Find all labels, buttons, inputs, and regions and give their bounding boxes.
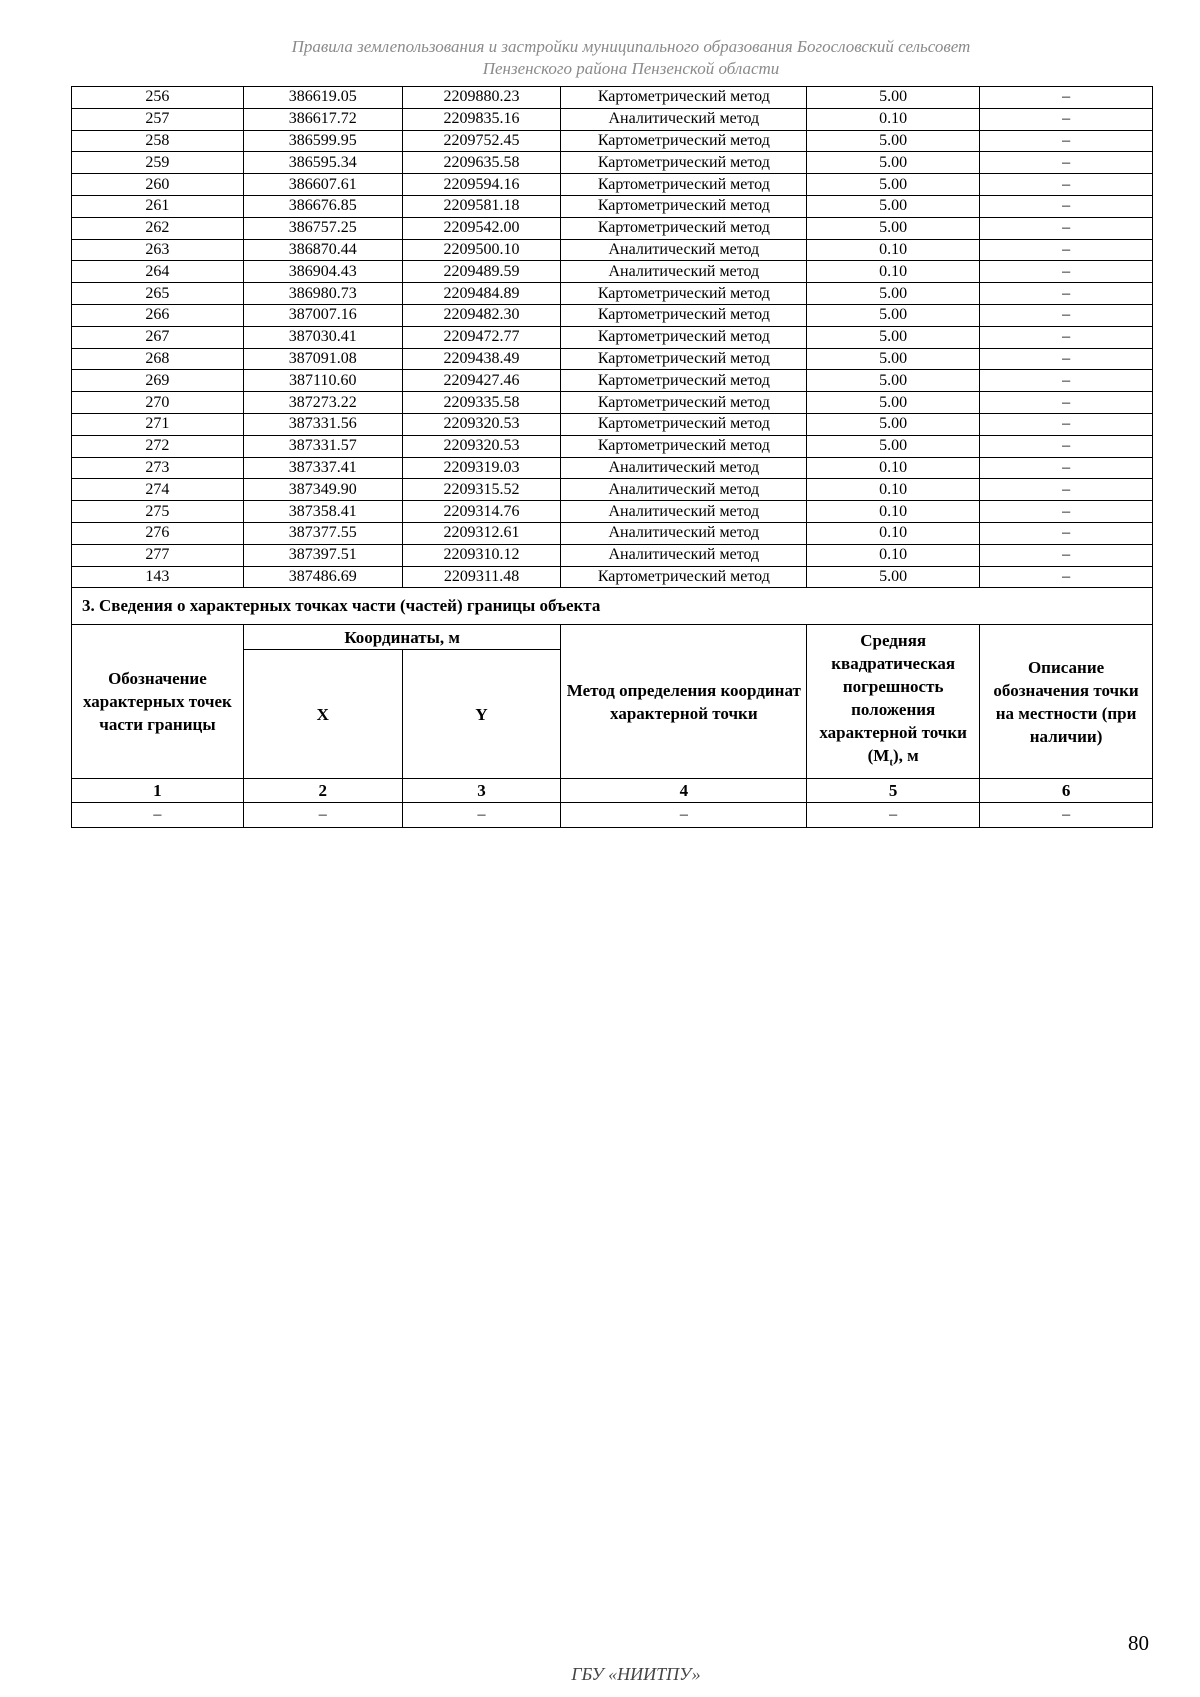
cell-method: Картометрический метод <box>561 130 807 152</box>
cell-coord-y: 2209489.59 <box>402 261 561 283</box>
cell-coord-y: 2209635.58 <box>402 152 561 174</box>
cell-mean-error: 5.00 <box>807 326 980 348</box>
cell-coord-y: 2209310.12 <box>402 544 561 566</box>
header-description: Описание обозначения точки на местности (при наличии) <box>980 625 1153 779</box>
cell-coord-y: 2209314.76 <box>402 501 561 523</box>
cell-point-number: 271 <box>72 413 244 435</box>
header-line-1: Правила землепользования и застройки муниципального образования Богословский сельсовет <box>291 37 971 56</box>
cell-description: – <box>980 174 1153 196</box>
cell-coord-y: 2209880.23 <box>402 87 561 109</box>
cell-method: Картометрический метод <box>561 348 807 370</box>
cell-point-number: 276 <box>72 522 244 544</box>
cell-method: Картометрический метод <box>561 152 807 174</box>
cell-coord-y: 2209438.49 <box>402 348 561 370</box>
cell-mean-error: 5.00 <box>807 435 980 457</box>
cell-coord-y: 2209500.10 <box>402 239 561 261</box>
cell-mean-error: 0.10 <box>807 108 980 130</box>
empty-cell: – <box>561 803 807 828</box>
cell-point-number: 268 <box>72 348 244 370</box>
table-row <box>72 501 1153 523</box>
cell-point-number: 261 <box>72 195 244 217</box>
cell-coord-x: 387110.60 <box>243 370 402 392</box>
table-row <box>72 304 1153 326</box>
cell-mean-error: 5.00 <box>807 195 980 217</box>
cell-method: Картометрический метод <box>561 87 807 109</box>
cell-coord-x: 386870.44 <box>243 239 402 261</box>
cell-coord-x: 386757.25 <box>243 217 402 239</box>
table-row <box>72 457 1153 479</box>
cell-method: Картометрический метод <box>561 413 807 435</box>
cell-mean-error: 0.10 <box>807 479 980 501</box>
cell-method: Аналитический метод <box>561 457 807 479</box>
cell-point-number: 272 <box>72 435 244 457</box>
cell-description: – <box>980 87 1153 109</box>
cell-coord-x: 386980.73 <box>243 283 402 305</box>
cell-description: – <box>980 413 1153 435</box>
table-row <box>72 479 1153 501</box>
cell-mean-error: 0.10 <box>807 261 980 283</box>
column-number: 6 <box>980 779 1153 803</box>
cell-description: – <box>980 501 1153 523</box>
cell-coord-y: 2209482.30 <box>402 304 561 326</box>
cell-point-number: 270 <box>72 392 244 414</box>
cell-coord-y: 2209581.18 <box>402 195 561 217</box>
column-number: 2 <box>243 779 402 803</box>
empty-cell: – <box>72 803 244 828</box>
cell-coord-y: 2209472.77 <box>402 326 561 348</box>
cell-coord-x: 387358.41 <box>243 501 402 523</box>
table-row <box>72 261 1153 283</box>
cell-coord-x: 386595.34 <box>243 152 402 174</box>
cell-coord-x: 387397.51 <box>243 544 402 566</box>
table-row <box>72 130 1153 152</box>
cell-method: Аналитический метод <box>561 261 807 283</box>
coordinates-rows <box>72 87 1153 588</box>
cell-method: Картометрический метод <box>561 566 807 588</box>
header-mean-error <box>807 625 980 779</box>
cell-point-number: 265 <box>72 283 244 305</box>
cell-description: – <box>980 283 1153 305</box>
cell-mean-error: 0.10 <box>807 501 980 523</box>
table-row <box>72 283 1153 305</box>
cell-method: Картометрический метод <box>561 435 807 457</box>
cell-description: – <box>980 261 1153 283</box>
cell-coord-x: 386599.95 <box>243 130 402 152</box>
cell-method: Аналитический метод <box>561 108 807 130</box>
empty-cell: – <box>807 803 980 828</box>
cell-description: – <box>980 457 1153 479</box>
header-coordinates: Координаты, м <box>243 625 561 650</box>
cell-description: – <box>980 195 1153 217</box>
cell-description: – <box>980 544 1153 566</box>
cell-method: Аналитический метод <box>561 544 807 566</box>
cell-description: – <box>980 152 1153 174</box>
section-3-title: 3. Сведения о характерных точках части (частей) границы объекта <box>72 588 1153 625</box>
cell-method: Картометрический метод <box>561 174 807 196</box>
table-row <box>72 174 1153 196</box>
cell-method: Картометрический метод <box>561 217 807 239</box>
cell-coord-x: 387331.56 <box>243 413 402 435</box>
table-row <box>72 195 1153 217</box>
cell-mean-error: 5.00 <box>807 370 980 392</box>
cell-point-number: 259 <box>72 152 244 174</box>
table-row <box>72 522 1153 544</box>
cell-description: – <box>980 348 1153 370</box>
cell-coord-y: 2209335.58 <box>402 392 561 414</box>
column-number: 1 <box>72 779 244 803</box>
cell-coord-y: 2209484.89 <box>402 283 561 305</box>
coordinates-table <box>71 86 1153 828</box>
header-point-designation: Обозначение характерных точек части границы <box>72 625 244 779</box>
cell-point-number: 264 <box>72 261 244 283</box>
cell-mean-error: 0.10 <box>807 522 980 544</box>
cell-method: Картометрический метод <box>561 304 807 326</box>
table-row <box>72 87 1153 109</box>
cell-coord-x: 387091.08 <box>243 348 402 370</box>
cell-point-number: 258 <box>72 130 244 152</box>
empty-cell: – <box>402 803 561 828</box>
table-row <box>72 239 1153 261</box>
cell-coord-y: 2209315.52 <box>402 479 561 501</box>
cell-coord-x: 387349.90 <box>243 479 402 501</box>
cell-description: – <box>980 108 1153 130</box>
cell-mean-error: 5.00 <box>807 566 980 588</box>
cell-description: – <box>980 566 1153 588</box>
cell-mean-error: 5.00 <box>807 174 980 196</box>
cell-method: Аналитический метод <box>561 501 807 523</box>
cell-coord-x: 386904.43 <box>243 261 402 283</box>
cell-method: Картометрический метод <box>561 392 807 414</box>
cell-coord-x: 387273.22 <box>243 392 402 414</box>
column-numbers-row <box>72 779 1153 803</box>
cell-description: – <box>980 130 1153 152</box>
header-method: Метод определения координат характерной точки <box>561 625 807 779</box>
cell-coord-y: 2209594.16 <box>402 174 561 196</box>
cell-mean-error: 5.00 <box>807 217 980 239</box>
cell-mean-error: 5.00 <box>807 283 980 305</box>
cell-mean-error: 5.00 <box>807 152 980 174</box>
header-line-2: Пензенского района Пензенской области <box>482 59 780 78</box>
header-x: X <box>243 650 402 779</box>
cell-coord-y: 2209320.53 <box>402 435 561 457</box>
cell-mean-error: 0.10 <box>807 544 980 566</box>
cell-coord-x: 386617.72 <box>243 108 402 130</box>
header-mean-error-text: Средняя квадратическая погрешность положения характерной точки $(M_t)$, м <box>819 631 967 769</box>
table-row <box>72 348 1153 370</box>
cell-description: – <box>980 392 1153 414</box>
document-header <box>70 36 1192 80</box>
cell-coord-y: 2209835.16 <box>402 108 561 130</box>
empty-cell: – <box>980 803 1153 828</box>
cell-coord-y: 2209311.48 <box>402 566 561 588</box>
cell-point-number: 260 <box>72 174 244 196</box>
table-row <box>72 108 1153 130</box>
cell-coord-x: 387331.57 <box>243 435 402 457</box>
cell-mean-error: 5.00 <box>807 130 980 152</box>
cell-mean-error: 5.00 <box>807 304 980 326</box>
empty-data-row <box>72 803 1153 828</box>
cell-description: – <box>980 479 1153 501</box>
cell-coord-y: 2209752.45 <box>402 130 561 152</box>
footer-organization: ГБУ «НИИТПУ» <box>571 1664 701 1684</box>
cell-point-number: 266 <box>72 304 244 326</box>
table-row <box>72 217 1153 239</box>
cell-mean-error: 0.10 <box>807 239 980 261</box>
cell-description: – <box>980 370 1153 392</box>
cell-coord-y: 2209319.03 <box>402 457 561 479</box>
cell-coord-y: 2209320.53 <box>402 413 561 435</box>
cell-coord-x: 387377.55 <box>243 522 402 544</box>
cell-coord-x: 387030.41 <box>243 326 402 348</box>
cell-coord-x: 387007.16 <box>243 304 402 326</box>
cell-point-number: 269 <box>72 370 244 392</box>
cell-method: Картометрический метод <box>561 283 807 305</box>
empty-cell: – <box>243 803 402 828</box>
cell-coord-x: 386607.61 <box>243 174 402 196</box>
cell-description: – <box>980 304 1153 326</box>
cell-method: Аналитический метод <box>561 522 807 544</box>
cell-point-number: 256 <box>72 87 244 109</box>
cell-point-number: 267 <box>72 326 244 348</box>
cell-method: Аналитический метод <box>561 479 807 501</box>
cell-coord-x: 387337.41 <box>243 457 402 479</box>
table-row <box>72 370 1153 392</box>
cell-description: – <box>980 435 1153 457</box>
cell-coord-x: 386676.85 <box>243 195 402 217</box>
cell-point-number: 143 <box>72 566 244 588</box>
cell-point-number: 277 <box>72 544 244 566</box>
cell-description: – <box>980 326 1153 348</box>
cell-method: Аналитический метод <box>561 239 807 261</box>
table-row <box>72 566 1153 588</box>
cell-description: – <box>980 522 1153 544</box>
cell-description: – <box>980 217 1153 239</box>
cell-mean-error: 5.00 <box>807 392 980 414</box>
table-row <box>72 544 1153 566</box>
column-number: 5 <box>807 779 980 803</box>
cell-coord-x: 386619.05 <box>243 87 402 109</box>
cell-point-number: 262 <box>72 217 244 239</box>
cell-coord-y: 2209427.46 <box>402 370 561 392</box>
cell-method: Картометрический метод <box>561 326 807 348</box>
table-row <box>72 392 1153 414</box>
cell-mean-error: 0.10 <box>807 457 980 479</box>
table-row <box>72 435 1153 457</box>
header-y: Y <box>402 650 561 779</box>
cell-method: Картометрический метод <box>561 195 807 217</box>
table-row <box>72 413 1153 435</box>
cell-coord-y: 2209312.61 <box>402 522 561 544</box>
cell-description: – <box>980 239 1153 261</box>
cell-point-number: 263 <box>72 239 244 261</box>
cell-point-number: 257 <box>72 108 244 130</box>
cell-mean-error: 5.00 <box>807 87 980 109</box>
cell-point-number: 273 <box>72 457 244 479</box>
cell-mean-error: 5.00 <box>807 413 980 435</box>
cell-point-number: 275 <box>72 501 244 523</box>
cell-coord-x: 387486.69 <box>243 566 402 588</box>
column-number: 3 <box>402 779 561 803</box>
cell-coord-y: 2209542.00 <box>402 217 561 239</box>
column-number: 4 <box>561 779 807 803</box>
table-row <box>72 152 1153 174</box>
table-row <box>72 326 1153 348</box>
cell-point-number: 274 <box>72 479 244 501</box>
cell-method: Картометрический метод <box>561 370 807 392</box>
page-number: 80 <box>1128 1631 1149 1655</box>
cell-mean-error: 5.00 <box>807 348 980 370</box>
